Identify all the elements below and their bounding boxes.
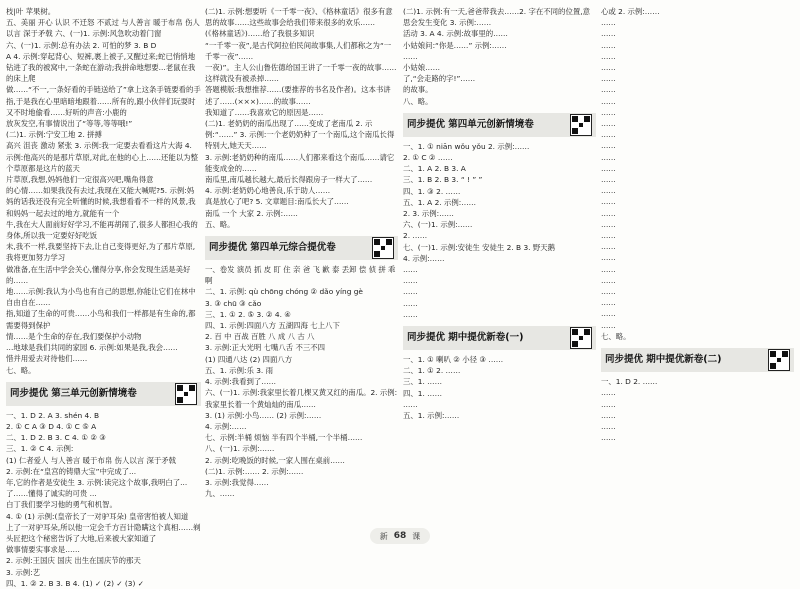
answer-line: (二)1. 示例:…… 2. 示例:…… [205,466,304,476]
answer-line: …… [601,388,616,398]
footer-label: 新 [379,531,388,541]
answer-line: …… [601,219,616,229]
answer-line: 四、1. ③ 2. …… [403,186,461,196]
answer-line: 二、1. D 2. B 3. C 4. ① ② ③ [6,433,106,443]
answer-line: …… [601,208,616,218]
answer-line: “一千零一夜”,是古代阿拉伯民间故事集,人们都称之为“一千零一夜”…… [205,40,392,61]
answer-line: …… [601,298,616,308]
answer-line: …… [601,242,616,252]
answer-line: 三、1. ② C 4. 示例: [6,444,74,454]
answer-line: 一、卷发 演员 抓 皮 盯 住 亲 爸 飞 歉 泰 丢卸 偿 侦 拼 乖 啊 [205,265,396,286]
answer-line: 七、(一)1. 示例:安徒生 安徒生 2. B 3. 野天鹅 [403,242,556,252]
answer-line: 南瓜里,南瓜越长越大,最后长得跟房子一样大了…… [205,175,373,185]
answer-line: 4. 示例:…… [205,421,247,431]
answer-line: 五、1. 示例:…… [403,411,460,421]
answer-line: 地……示例:我认为小鸟也有自己的思想,你能让它们在林中自由自在…… [6,287,196,308]
answer-line: A 4. 示例:穿起背心、短裤,裹上被子,又醒过来;蛇已悄悄地钻进了我的被窝中,一条蛇在游动;我拼命地想要...老鼠在我的床上爬 [6,51,196,84]
answer-line: …… [601,96,616,106]
answer-line: 活动 3. A 4. 示例:故事里的…… [403,29,508,39]
answer-line: 真是放心了吧? 5. 文章题目:南瓜长大了…… [205,197,349,207]
answer-line: 一、1. D 2. …… [601,377,658,387]
answer-line: 年,它的作者是安徒生 3. 示例:读完这个故事,我明白了... [6,477,188,487]
footer-suffix: 课 [412,531,421,541]
answer-line: (二)1. 示例:有一天,爸爸带我去……2. 字在不同的位置,意思会发生变化 3. 示例:…… [403,7,590,28]
answer-line: 高兴 沮丧 激动 紧张 3. 示例:我一定要去看看这片大海 4. 示例:他高兴的是那片草原,对此,在他的心上……还能以为整个草原都是这片的蓝天 [6,141,198,173]
page-number-pill [370,528,430,544]
answer-line: 3. 示例:我觉得…… [205,477,269,487]
answer-line: (二)1. 示例:宁安工地 2. 拼搏 [6,130,102,140]
answer-line: 2. 示例:吃晚饭的时候,一家人围在桌前…… [205,455,345,465]
answer-line: 做准备,在生活中学会关心,懂得分享,你会发现生活是美好的…… [6,264,191,285]
answer-line: …… [601,231,616,241]
answer-line: 六、(一)1. 示例:我家里长着几棵又黄又红的南瓜。2. 示例:我家里长着一个黄灿灿的南瓜…… [205,388,398,409]
answer-line: 一夜)”。主人公山鲁佐德给国王讲了一千零一夜的故事……这样就没有被杀掉…… [205,63,397,84]
answer-line: 五、略。 [205,219,235,229]
answer-line: 2. 3. 示例:…… [403,209,454,219]
answer-line: 3. (1) 示例:小鸟…… (2) 示例:…… [205,410,322,420]
answer-line: 了,“会走路的字!”…… [403,74,476,84]
answer-line: 做……“不一,一条好看的手链送给了”拿上这条手链要看的手指,于是我在心里暗暗地跟着……所有的,跟小伙伴们玩耍时又不时地偷看……好听的声音:小鹿的 [6,85,201,117]
answer-line: …… [601,119,616,129]
section-header [6,382,201,406]
answer-line: …… [601,175,616,185]
answer-line: …… [601,410,616,420]
answer-line: 五、1. A 2. 示例:…… [403,197,477,207]
answer-line: 二、1. ① 2. …… [403,366,461,376]
answer-line: 惜并用爱去对待他们…… [6,354,88,364]
answer-line: 六、(一)1. 示例:…… [403,220,473,230]
answer-line: …… [403,265,418,275]
answer-line: (1) 仁者爱人 与人善言 暖于布帛 伤人以言 深于矛戟 [6,455,177,465]
answer-line: 做事情要实事求是…… [6,545,80,555]
answer-line: 八、(一)1. 示例:…… [205,444,275,454]
qr-code-icon [768,349,790,371]
answer-line: (《格林童话》)……给了我很多知识 [205,29,315,39]
answer-line: 指,知道了生命的可贵……小鸟和我们一样都是有生命的,都需要得到保护 [6,309,196,330]
answer-line: …… [601,253,616,263]
answer-line: 3. 示例:老奶奶种的南瓜……人们都来看这个南瓜……请它能变成金的…… [205,152,395,173]
answer-line: …… [601,309,616,319]
answer-line: 答题模版:我想推荐……(要推荐的书名及作者)。这本书讲述了……(×××)……的故事…… [205,85,391,106]
answer-line: 七、示例:半桶 烦恼 半有四个半桶,一个半桶…… [205,433,363,443]
answer-line: 白丁我们要学习他的勇气和机智。 [6,500,117,510]
answer-line: 六、(一)1. 示例:总有办法 2. 可怕的梦 3. B D [6,40,157,50]
answer-line: 七、略。 [6,365,36,375]
answer-line: …… [601,29,616,39]
section-title: 同步提优 期中提优新卷(二) [605,354,722,366]
qr-code-icon [570,327,592,349]
answer-line: 三、1. …… [403,377,442,387]
answer-line: 片草原,我想,妈妈他们一定很高兴吧,嘴角得意 [6,175,154,185]
answer-line: 小姑娘问:“你是……” 示例:…… [403,40,507,50]
column-4 [601,6,794,443]
answer-line: 七、略。 [601,331,631,341]
answer-line: 九、…… [205,489,235,499]
answer-line: …… [601,163,616,173]
answer-line: …… [601,287,616,297]
answer-line: …… [403,287,418,297]
answer-line: 2. …… [403,231,428,241]
answer-line: …… [403,309,418,319]
section-header [601,348,794,372]
answer-line: 2. 示例:在“皇宫的铸鼎大宝”中完成了... [6,466,137,476]
answer-line: …… [601,18,616,28]
answer-line: 二、1. 示例: qù chōng chóng ② dǎo yíng gè [205,287,363,297]
answer-line: …… [601,85,616,95]
answer-line: …… [601,40,616,50]
section-header [403,113,596,137]
answer-line: 2. ① C ② …… [403,153,453,163]
answer-line: 三、1. ① 2. ⑤ 3. ② 4. ④ [205,309,291,319]
answer-line: 2. 百 中 百战 百胜 八 成 八 古 八 [205,332,315,342]
answer-line: …… [601,152,616,162]
answer-line: 上了一对驴耳朵,所以他一定会千方百计隐瞒这个真相……剃头匠把这个秘密告诉了大地,后来被大家知道了 [6,522,201,543]
answer-line: …… [601,51,616,61]
answer-line: 3. 示例:正大光明 七嘴八舌 不三不四 [205,343,326,353]
section-title: 同步提优 第四单元综合提优卷 [209,242,336,254]
answer-line: …… [601,399,616,409]
answer-line: …… [601,421,616,431]
answer-line: 小姑娘…… [403,63,440,73]
answer-line: 一、1. D 2. A 3. shén 4. B [6,410,100,420]
column-2 [205,6,398,499]
answer-line: …… [403,399,418,409]
answer-line: 2. ① C A ③ D 4. ① C ⑤ A [6,421,97,431]
answer-line: …地球是我们共同的家园 6. 示例:如果是我,我会…… [6,343,178,353]
answer-line: 我知道了……我喜欢它的原因是…… [205,107,324,117]
answer-line: 枝|叶 苹果树。 [6,7,56,16]
answer-line: 4. 示例:我看到了…… [205,377,277,387]
answer-line: 4. 示例:老奶奶心地善良,乐于助人…… [205,186,331,196]
answer-line: 四、1. …… [403,388,442,398]
answer-line: 五、1. 示例:乐 3. 雨 [205,365,273,375]
answer-line: 牛,我在大人面前好好学习,不能再胡闹了,很多人都担心我的身体,所以我一定要好好吃饭 [6,219,198,241]
answer-line: …… [601,141,616,151]
answer-line: 4. ① (1) 示例:(皇帝长了一对驴耳朵) 皇帝害怕被人知道 [6,511,189,521]
answer-line: …… [403,276,418,286]
page-number: 68 [393,531,407,541]
answer-line: (二)1. 老奶奶的南瓜出现了……变成了老南瓜 2. 示例:“……” 3. 示例:一个老奶奶种了一个南瓜,这个南瓜长得特别大,她天天…… [205,119,395,151]
answer-line: …… [403,298,418,308]
answer-line: …… [601,320,616,330]
answer-line: …… [601,130,616,140]
answer-line: 二、1. A 2. B 3. A [403,164,466,174]
answer-line: …… [601,197,616,207]
answer-line: 一、1. ① niān wǒu yǒu 2. 示例:…… [403,141,530,151]
section-title: 同步提优 第三单元创新情境卷 [10,388,137,400]
answer-line: (二)1. 示例:想要听《一千零一夜》、《格林童话》很多有意思的故事……这些故事会给我们带来很多的欢乐…… [205,7,393,28]
section-header [205,236,398,260]
answer-line: 五、美丽 开心 认识 不迁怒 不贰过 与人善言 暖于布帛 伤人以言 深于矛戟 六、(一)1. 示例:风急吹动着门窗 [6,18,200,39]
answer-line: 四、1. 示例:四面八方 五湖四海 七上八下 [205,321,340,331]
answer-line: …… [601,186,616,196]
section-title: 同步提优 第四单元创新情境卷 [407,119,534,131]
answer-line: 八、略。 [403,96,433,106]
answer-line: 南瓜 一个 大家 2. 示例:…… [205,208,298,218]
answer-line: 心或 2. 示例:…… [601,7,660,16]
answer-line: 了……懂得了诚实的可贵 ... [6,489,97,499]
answer-line: 3. 示例:艺 [6,567,41,577]
answer-line: 3. ③ chū ③ cǎo [205,298,262,308]
answer-line: 的故事。 [403,85,433,95]
answer-line: 放灰发空,有事情说出了“等等,等等哦!” [6,119,133,129]
section-title: 同步提优 期中提优新卷(一) [407,332,524,344]
answer-line: …… [601,63,616,73]
answer-line: 未,我不一样,我要坚持下去,让自己变得更好,为了那片草原,我将更加努力学习 [6,242,196,263]
qr-code-icon [175,383,197,405]
answer-line: …… [601,74,616,84]
answer-line: …… [601,107,616,117]
section-header [403,326,596,350]
answer-line: …… [601,275,616,285]
qr-code-icon [570,114,592,136]
column-3 [403,6,596,421]
answer-line: 三、1. B 2. B 3. “ ! ” ” [403,175,483,185]
answer-line: …… [403,51,418,61]
column-1 [6,6,201,589]
answer-line: …… [601,433,616,443]
answer-line: 的心情……如果我没有去过,我现在又能大喊呢?5. 示例:妈妈的话我还没有完全听懂的时候,我想看看不一样的风景,我和妈妈一起去过的地方,就能有一个 [6,186,196,218]
qr-code-icon [372,237,394,259]
answer-line: (1) 四通八达 (2) 四面八方 [205,354,293,364]
answer-line: …… [601,264,616,274]
answer-line: 情……是个生命的存在,我们要保护小动物 [6,331,142,341]
answer-line: 2. 示例:王国庆 国庆 出生在国庆节的那天 [6,556,141,566]
answer-line: 一、1. ① 喇叭 ② 小径 ③ …… [403,355,504,365]
answer-line: 四、1. ② 2. B 3. B 4. (1) ✓ (2) ✓ (3) ✓ [6,578,144,588]
answer-line: 4. 示例:…… [403,253,445,263]
